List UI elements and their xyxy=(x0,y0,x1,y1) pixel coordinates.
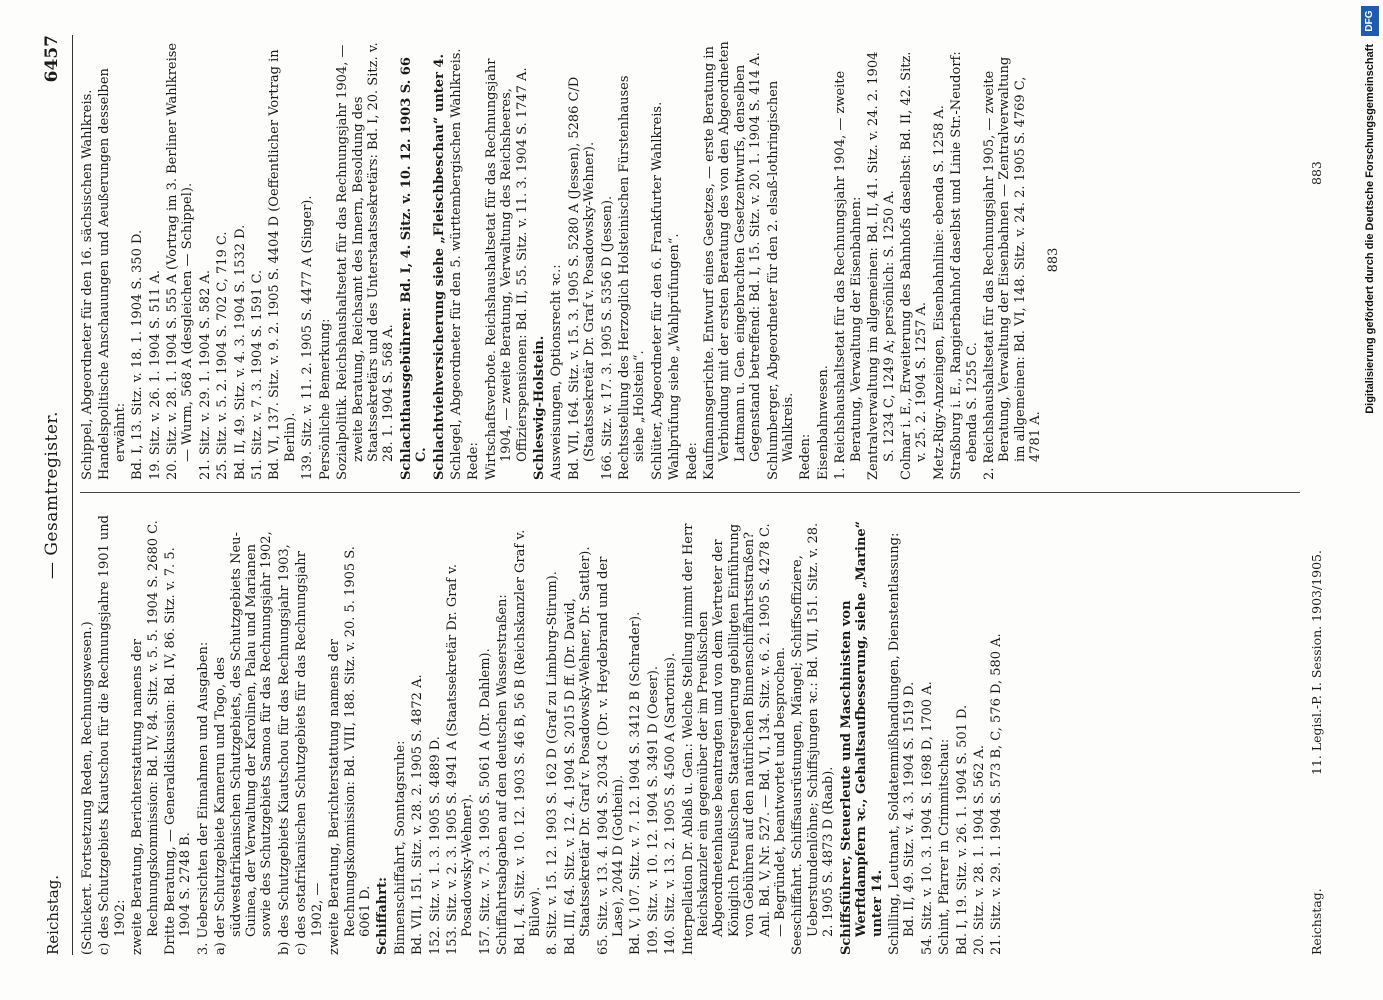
header-rule xyxy=(72,35,73,955)
left-column-entry: b) des Schutzgebiets Kiautschou für das Rechnungsjahr 1903, xyxy=(276,544,292,955)
left-column-entry: zweite Beratung, Berichterstattung namens der Rechnungskommission: Bd. IV, 84. Sitz. v. 5. 5. 1904 S. 2680 C. xyxy=(130,520,161,955)
right-column-entry: Colmar i. E., Erweiterung des Bahnhofs daselbst: Bd. II, 42. Sitz. v. 25. 2. 1904 S. 1257 A. xyxy=(898,51,930,480)
left-column-entry: Bd. V, 107. Sitz. v. 7. 12. 1904 S. 3412 B (Schrader). xyxy=(628,611,644,955)
footer-left: Reichstag. xyxy=(1309,888,1324,955)
right-column-entry: Wahlprüfung siehe „Wahlprüfungen“. xyxy=(667,233,683,480)
left-column-entry: Schiffahrt: xyxy=(375,877,391,955)
right-column-entry: Rede: xyxy=(466,442,482,480)
right-column-entry: 139. Sitz. v. 11. 2. 1905 S. 4477 A (Singer). xyxy=(300,195,316,480)
left-column-entry: 3. Uebersichten der Einnahmen und Ausgaben: xyxy=(195,641,211,955)
right-column-entry: Reden: xyxy=(798,433,814,480)
right-column-entry: Schippel, Abgeordneter für den 16. sächsischen Wahlkreis. xyxy=(80,89,95,480)
left-column-entry: Dritte Beratung, — Generaldiskussion: Bd. IV, 86. Sitz. v. 7. 5. 1904 S. 2748 B. xyxy=(163,547,194,955)
left-column-entry: Binnenschiffahrt, Sonntagsruhe: xyxy=(392,740,408,955)
right-column-entry: Bd. VI, 137. Sitz. v. 9. 2. 1905 S. 4404 D (Oeffentlicher Vortrag in Berlin). xyxy=(267,49,298,480)
left-column-entry: c) des ostafrikanischen Schutzgebiets für das Rechnungsjahr 1902, — xyxy=(294,551,325,955)
right-column-entry: Sozialpolitik. Reichshaushaltsetat für das Rechnungsjahr 1904, — zweite Beratung, Reichsamt des Innern, Besoldung des Staatssekretärs und des Unterstaatssekretärs: Bd. I, 20. Sitz. v. 28. 1. 1904 S. 568 A. xyxy=(335,42,397,480)
header-left: Reichstag. xyxy=(44,874,62,955)
right-column-entry: 19. Sitz. v. 26. 1. 1904 S. 511 A. xyxy=(147,269,163,480)
left-column-entry: 157. Sitz. v. 7. 3. 1905 S. 5061 A (Dr. Dahlem). xyxy=(477,648,493,955)
right-column-entry: 20. Sitz. v. 28. 1. 1904 S. 555 A (Vortrag im 3. Berliner Wahlkreise — Wurm, 568 A (desgleichen — Schippel). xyxy=(165,42,196,480)
right-column-entry: 1. Reichshaushaltsetat für das Rechnungsjahr 1904, — zweite Beratung, Verwaltung der Eisenbahnen: xyxy=(833,70,864,480)
left-column-entry: Schiffahrtsabgaben auf den deutschen Wasserstraßen: xyxy=(495,594,511,955)
right-column-entry: Kaufmannsgerichte. Entwurf eines Gesetzes, — erste Beratung in Verbindung mit der ersten Beratung des von den Abgeordneten Lattmann u. Gen. eingebrachten Gesetzentwurfs, denselben Gegenstand betreffend: Bd. I, 15. Sitz. v. 20. 1. 1904 S. 414 A. xyxy=(702,41,764,480)
right-column-entry: Eisenbahnwesen. xyxy=(815,365,831,480)
left-column-entry: c) des Schutzgebiets Kiautschou für die Rechnungsjahre 1901 und 1902: xyxy=(97,515,128,955)
left-column-entry: zweite Beratung, Berichterstattung namens der Rechnungskommission: Bd. VIII, 188. Sitz. v. 20. 5. 1905 S. 6061 D. xyxy=(327,546,373,955)
right-column-entry: 25. Sitz. v. 5. 2. 1904 S. 702 C, 719 C. xyxy=(215,231,231,480)
page-header xyxy=(20,35,80,955)
left-column-entry: Schint, Pfarrer in Crimmitschau: xyxy=(937,738,953,955)
right-column-entry: Persönliche Bemerkung: xyxy=(317,318,333,480)
left-column-entry: a) der Schutzgebiete Kamerun und Togo, des südwestafrikanischen Schutzgebiets, des Schutzgebiets Neu-Guinea, der Verwaltung der Karolinen, Palau und Marianen sowie des Schutzgebiets Samoa für das Rechnungsjahr 1902, xyxy=(213,531,275,955)
left-column-entry: 65. Sitz. v. 13. 4. 1904 S. 2034 C (Dr. v. Heydebrand und der Lase), 2044 D (Gothein). xyxy=(595,556,626,955)
header-title: — Gesamtregister. xyxy=(42,410,62,580)
column-divider xyxy=(80,492,1300,493)
right-column-entry: 2. Reichshaushaltsetat für das Rechnungsjahr 1905, — zweite Beratung, Verwaltung der Eisenbahnen — Zentralverwaltung im allgemeinen: Bd. VI, 148. Sitz. v. 24. 2. 1905 S. 4769 C, 4781 A. xyxy=(981,56,1044,480)
right-column-entry: 51. Sitz. v. 7. 3. 1904 S. 1591 C. xyxy=(250,269,266,480)
left-column-entry: 153. Sitz. v. 2. 3. 1905 S. 4941 A (Staatssekretär Dr. Graf v. Posadowsky-Wehner). xyxy=(444,563,476,955)
right-column-entry: Straßburg i. E., Rangierbahnhof daselbst und Linie Str.-Neudorf: ebenda S. 1255 C. xyxy=(949,51,980,480)
left-column-entry: 152. Sitz. v. 1. 3. 1905 S. 4889 D. xyxy=(427,736,443,955)
right-column xyxy=(80,40,1300,480)
left-column-entry: Bd. VII, 151. Sitz. v. 28. 2. 1905 S. 4872 A. xyxy=(410,674,426,955)
dfg-logo-icon: DFG xyxy=(1361,6,1379,36)
right-column-entry: Metz-Rigy-Anzeingen, Eisenbahnlinie: ebenda S. 1258 A. xyxy=(931,105,947,480)
left-column-entry: Bd. I, 4. Sitz. v. 10. 12. 1903 S. 46 B, 56 B (Reichskanzler Graf v. Bülow). xyxy=(512,529,543,955)
right-column-entry: 883 xyxy=(1045,247,1061,273)
right-column-entry: Schlachthausgebühren: Bd. I, 4. Sitz. v. 10. 12. 1903 S. 66 C. xyxy=(398,57,430,480)
footer-number: 883 xyxy=(1309,161,1324,185)
right-column-entry: Ausweisungen, Optionsrecht ꝛc.: xyxy=(549,264,565,480)
dfg-credit-text: Digitalisierung gefördert durch die Deutsche Forschungsgemeinschaft xyxy=(1364,44,1376,414)
right-column-entry: 166. Sitz. v. 17. 3. 1905 S. 5356 D (Jessen). xyxy=(599,195,615,480)
right-column-entry: Schlumberger, Abgeordneter für den 2. elsaß-lothringischen Wahlkreis. xyxy=(765,80,797,480)
right-column-entry: Schlüter, Abgeordneter für den 6. Frankfurter Wahlkreis. xyxy=(649,101,665,480)
right-column-entry: Wirtschaftsverbote. Reichshaushaltsetat für das Rechnungsjahr 1904, — zweite Beratung, Verwaltung des Reichsheeres, Offizierspensionen: Bd. II, 55. Sitz. v. 11. 3. 1904 S. 1747 A. xyxy=(483,58,530,480)
right-column-entry: Bd. VII, 164. Sitz. v. 15. 3. 1905 S. 5280 A (Jessen), 5286 C/D (Staatssekretär Dr. Graf v. Posadowsky-Wehner). xyxy=(566,76,598,480)
left-column-entry: 109. Sitz. v. 10. 12. 1904 S. 3491 D (Oeser). xyxy=(645,665,661,955)
right-column-entry: 21. Sitz. v. 29. 1. 1904 S. 582 A. xyxy=(197,269,213,480)
left-column-entry: Bd. III, 64. Sitz. v. 12. 4. 1904 S. 2015 D ff. (Dr. David, Staatssekretär Dr. Graf v. Posadowsky-Wehner, Dr. Sattler). xyxy=(562,546,594,955)
page-footer xyxy=(1305,35,1335,955)
right-column-entry: Schlegel, Abgeordneter für den 5. württembergischen Wahlkreis. xyxy=(448,48,464,480)
page-number: 6457 xyxy=(42,35,62,83)
left-column-entry: Bd. I, 19. Sitz. v. 26. 1. 1904 S. 501 D. xyxy=(954,704,970,955)
left-column-entry: Schiffsführer, Steuerleute und Maschinisten von Werftdampfern ꝛc., Gehaltsaufbesserung, siehe „Marine“ unter 14. xyxy=(838,520,885,955)
rotated-register-page xyxy=(0,35,1345,955)
left-column-entry: (Schickert. Fortsetzung Reden, Rechnungswesen.) xyxy=(80,621,95,955)
digitization-sidebar xyxy=(1358,4,1382,1000)
right-column-entry: Bd. I, 13. Sitz. v. 18. 1. 1904 S. 350 D. xyxy=(130,229,146,480)
right-column-entry: Bd. II, 49. Sitz. v. 4. 3. 1904 S. 1532 D. xyxy=(232,224,248,480)
left-column-entry: Schilling, Leutnant, Soldatenmißhandlungen, Dienstentlassung: Bd. II, 49. Sitz. v. 4. 3. 1904 S. 1519 D. xyxy=(886,532,918,955)
left-column-entry: 140. Sitz. v. 13. 2. 1905 S. 4500 A (Sartorius). xyxy=(663,652,679,955)
right-column-entry: Rechtsstellung des Herzoglich Holsteinischen Fürstenhauses siehe „Holstein“. xyxy=(617,75,648,480)
right-column-entry: Schlachtviehversicherung siehe „Fleischbeschau“ unter 4. xyxy=(431,53,447,480)
footer-session: 11. Legisl.-P. I. Session. 1903/1905. xyxy=(1309,550,1324,775)
right-column-entry: Zentralverwaltung im allgemeinen: Bd. II, 41. Sitz. v. 24. 2. 1904 S. 1234 C, 1249 A; persönlich: S. 1250 A. xyxy=(866,51,897,480)
left-column-entry: 54. Sitz. v. 10. 3. 1904 S. 1698 D, 1700 A. xyxy=(919,681,935,955)
left-column-entry: Seeschiffahrt. Schiffsausrüstungen, Mängel; Schiffsoffiziere, Ueberstundenlöhne; Schiffsjungen ꝛc.: Bd. VII, 151. Sitz. v. 28. 2. 1905 S. 4873 D (Raab). xyxy=(790,522,837,955)
left-column xyxy=(80,515,1300,955)
left-column-entry: 20. Sitz. v. 28. 1. 1904 S. 562 A. xyxy=(971,744,987,955)
left-column-entry: 8. Sitz. v. 15. 12. 1903 S. 162 D (Graf zu Limburg-Stirum). xyxy=(545,571,561,955)
left-column-entry: Interpellation Dr. Ablaß u. Gen.: Welche Stellung nimmt der Herr Reichskanzler ein gegenüber der im Preußischen Abgeordnetenhause beantragten und von dem Vertreter der Königlich Preußischen Staatsregierung gebilligten Einführung von Gebühren auf den natürlichen Binnenschiffahrtsstraßen? Anl. Bd. V, Nr. 527. — Bd. VI, 134. Sitz. v. 6. 2. 1905 S. 4278 C. — Begründet, beantwortet und besprochen. xyxy=(680,523,789,955)
right-column-entry: Rede: xyxy=(684,442,700,480)
right-column-entry: Schleswig-Holstein. xyxy=(531,335,547,480)
left-column-entry: 21. Sitz. v. 29. 1. 1904 S. 573 B, C, 576 D, 580 A. xyxy=(989,633,1005,955)
right-column-entry: Handelspolitische Anschauungen und Aeußerungen desselben erwähnt: xyxy=(97,68,128,480)
